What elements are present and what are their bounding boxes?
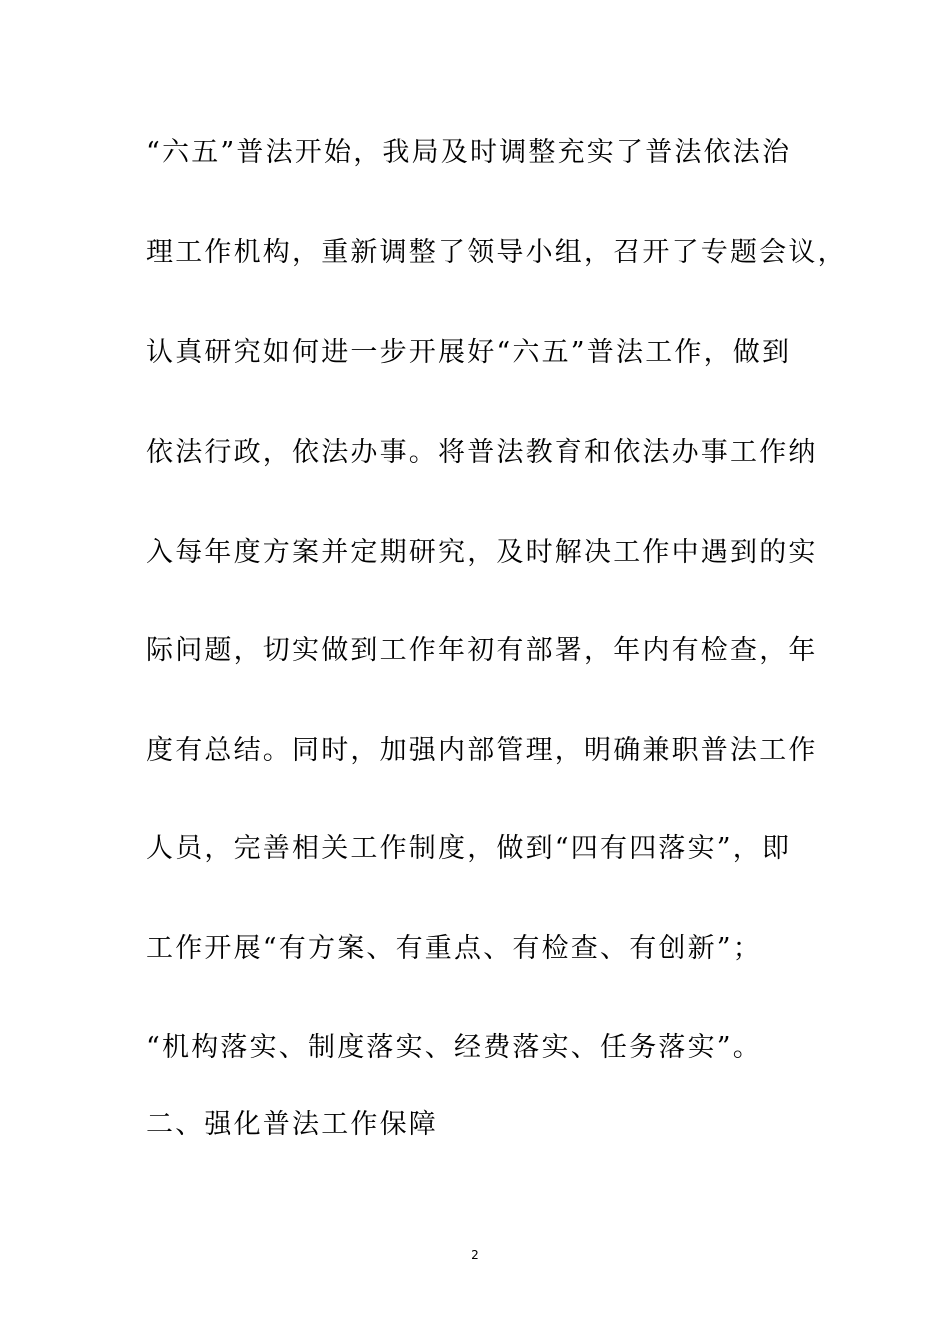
body-text-line: “机构落实、制度落实、经费落实、任务落实”。: [146, 1032, 763, 1063]
body-text-line: 依法行政，依法办事。将普法教育和依法办事工作纳: [146, 437, 818, 468]
body-text-line: 度有总结。同时，加强内部管理，明确兼职普法工作: [146, 735, 818, 766]
body-text-line: 入每年度方案并定期研究，及时解决工作中遇到的实: [146, 537, 818, 568]
body-text-line: 人员，完善相关工作制度，做到“四有四落实”，即: [146, 833, 792, 864]
body-text-line: 理工作机构，重新调整了领导小组，召开了专题会议，: [146, 237, 847, 268]
body-text-line: “六五”普法开始，我局及时调整充实了普法依法治: [146, 137, 792, 168]
page-number: 2: [471, 1248, 479, 1262]
section-heading: 二、强化普法工作保障: [146, 1109, 438, 1140]
body-text-line: 认真研究如何进一步开展好“六五”普法工作，做到: [146, 337, 792, 368]
body-text-line: 工作开展“有方案、有重点、有检查、有创新”；: [146, 933, 763, 964]
body-text-line: 际问题，切实做到工作年初有部署，年内有检查，年: [146, 635, 818, 666]
